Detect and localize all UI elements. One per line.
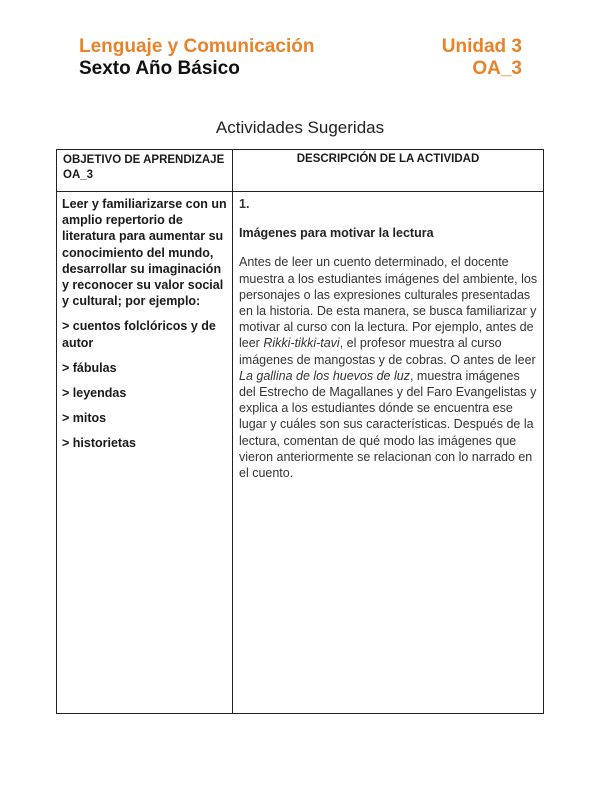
objective-column-header: OBJETIVO DE APRENDIZAJE OA_3 — [57, 150, 233, 192]
oa-label: OA_3 — [472, 58, 522, 79]
example-item: > leyendas — [62, 386, 127, 401]
activity-number: 1. — [239, 197, 250, 211]
description-cell — [233, 192, 544, 714]
activity-title: Imágenes para motivar la lectura — [239, 226, 434, 241]
activities-table — [56, 149, 544, 714]
activity-description — [239, 254, 538, 481]
example-item: > historietas — [62, 436, 136, 451]
example-item: > cuentos folclóricos y de autor — [62, 319, 216, 350]
objective-text: Leer y familiarizarse con un amplio repertorio de literatura para aumentar su conocimiento del mundo, desarrollar su imaginación y reconocer su valor social y cultural; por ejemplo: — [62, 197, 227, 309]
page-title: Actividades Sugeridas — [215, 118, 385, 137]
book-title-rikki: Rikki-tikki-tavi — [263, 336, 340, 351]
book-title-gallina: La gallina de los huevos de luz — [239, 368, 410, 383]
description-text: , el profesor muestra al curso imágenes de mangostas y de cobras. O antes de leer — [239, 336, 536, 367]
table-row — [57, 192, 544, 714]
description-column-header: DESCRIPCIÓN DE LA ACTIVIDAD — [233, 150, 544, 192]
description-text: Antes de leer un cuento determinado, el docente muestra a los estudiantes imágenes del ambiente, los personajes o las expresiones culturales presentadas en la historia. De esta manera, se busca familiarizar y motivar al curso con la lectura. Por ejemplo, antes de leer — [239, 255, 538, 351]
table-header-row — [57, 150, 544, 192]
subject-title: Lenguaje y Comunicación — [79, 36, 315, 57]
example-item: > mitos — [62, 411, 107, 426]
description-text: , muestra imágenes del Estrecho de Magallanes y del Faro Evangelistas y explica a los estudiantes dónde se encuentra ese lugar y cuáles son sus características. Después de la lectura, comentan de qué modo las imágenes que vieron anteriormente se relacionan con lo narrado en el cuento. — [239, 368, 537, 481]
objective-cell — [57, 192, 233, 714]
page-header — [79, 36, 522, 80]
unit-label: Unidad 3 — [441, 36, 522, 57]
example-item: > fábulas — [62, 360, 117, 375]
grade-label: Sexto Año Básico — [79, 58, 240, 79]
